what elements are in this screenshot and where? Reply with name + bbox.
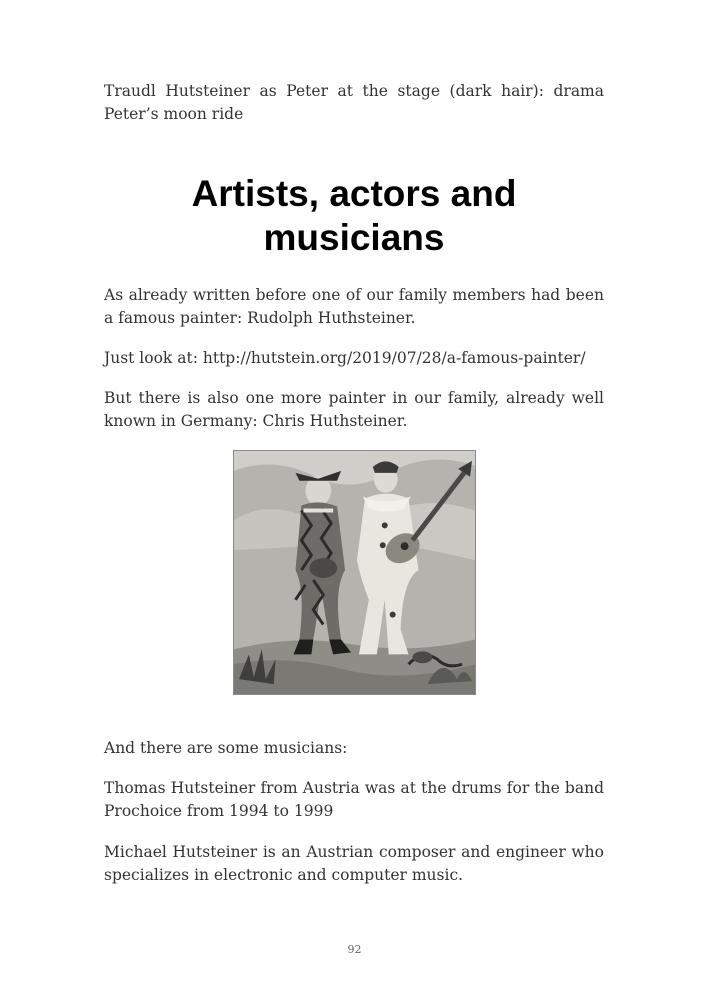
- painting-illustration: [234, 451, 475, 694]
- paragraph-famous-painter: As already written before one of our family members had been a famous painter: Rudolph Huthsteiner.: [104, 286, 604, 327]
- paragraph-thomas-hutsteiner: Thomas Hutsteiner from Austria was at the drums for the band Prochoice from 1994 to 1999: [104, 779, 604, 820]
- paragraph-second-painter: But there is also one more painter in our family, already well known in Germany: Chris Huthsteiner.: [104, 389, 604, 430]
- painting-harlequin-and-pierrot: [233, 450, 476, 695]
- photo-caption: Traudl Hutsteiner as Peter at the stage (dark hair): drama Peter’s moon ride: [104, 82, 604, 123]
- page-number: 92: [347, 943, 362, 956]
- paragraph-painter-link: Just look at: http://hutstein.org/2019/07/28/a-famous-painter/: [104, 349, 586, 367]
- paragraph-musicians-intro: And there are some musicians:: [104, 739, 348, 757]
- section-heading: Artists, actors and musicians: [191, 173, 517, 258]
- paragraph-michael-hutsteiner: Michael Hutsteiner is an Austrian composer and engineer who specializes in electronic and computer music.: [104, 843, 604, 884]
